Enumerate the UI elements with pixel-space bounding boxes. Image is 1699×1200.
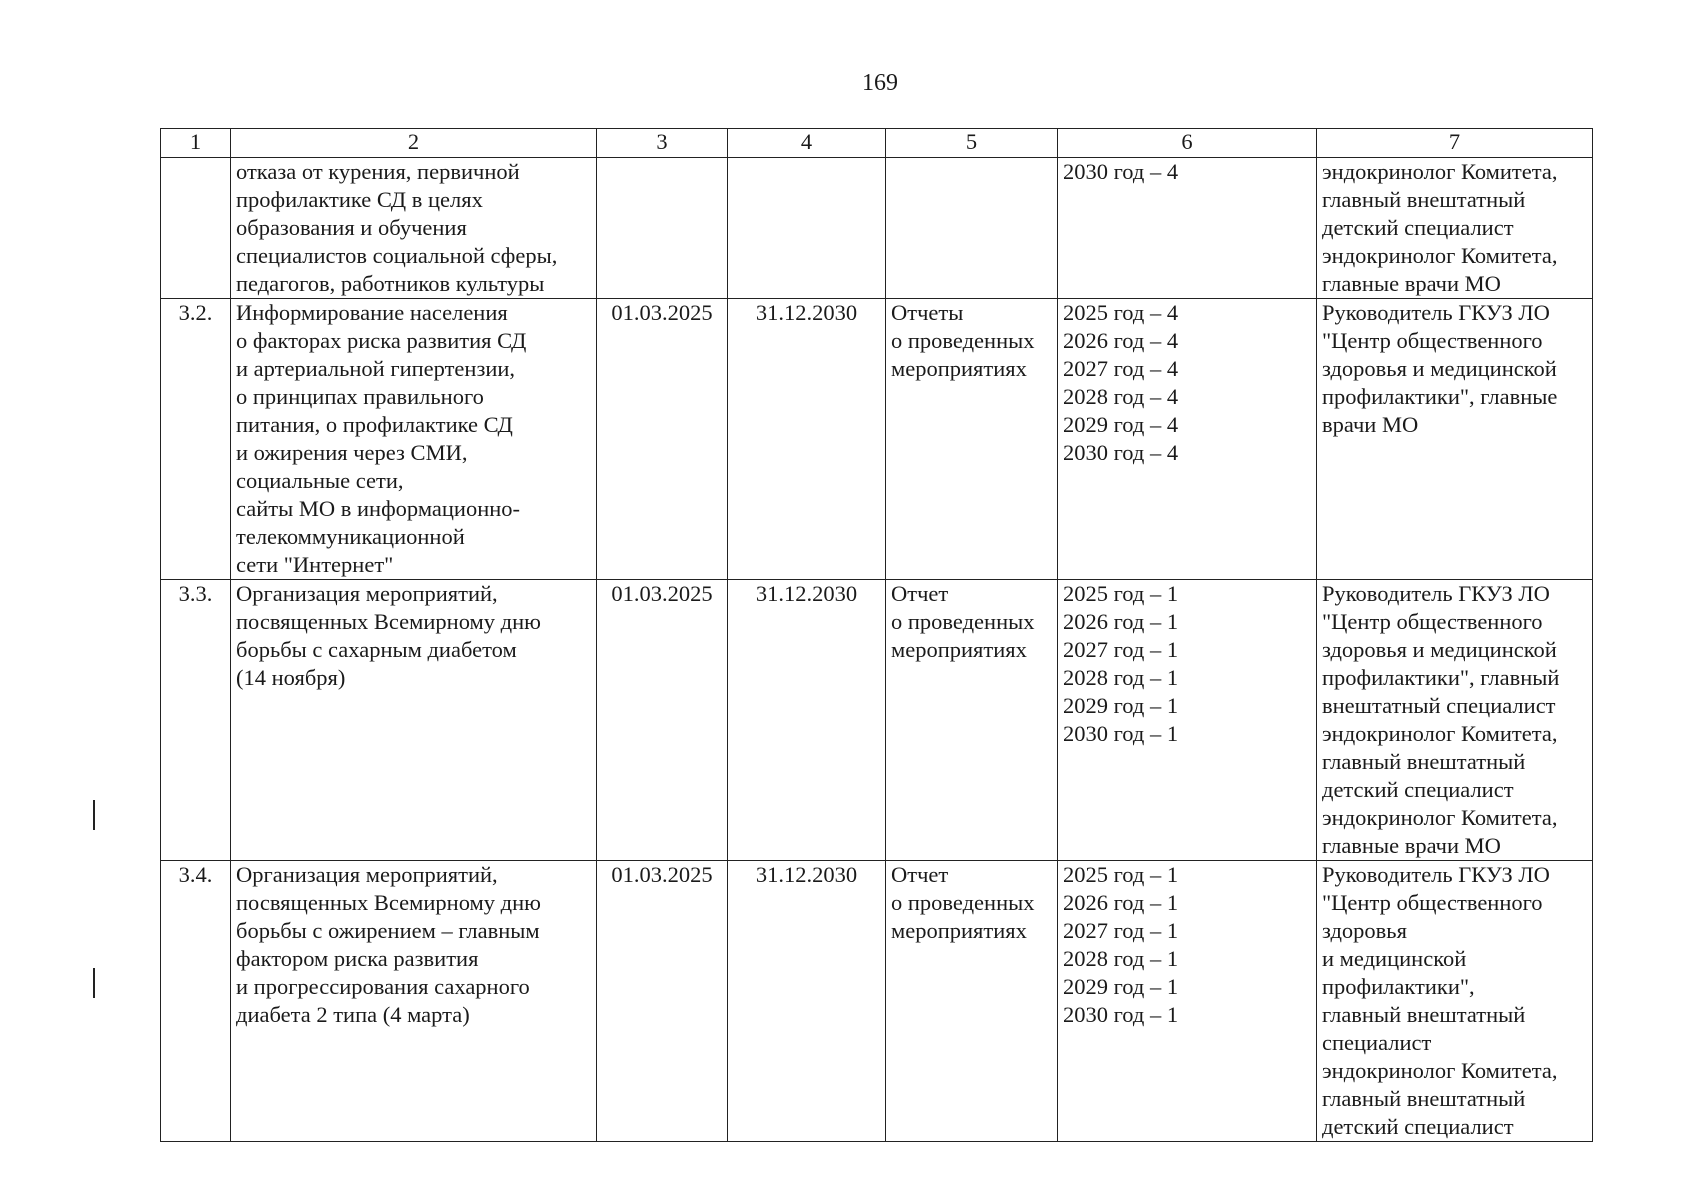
responsible-cell: Руководитель ГКУЗ ЛО "Центр общественного здоровья и медицинской профилактики", главный внештатный специалист эндокринолог Комитета, главный внештатный детский специалист эндокринолог Комитета, главные врачи МО: [1317, 580, 1593, 861]
margin-mark: [93, 800, 95, 830]
row-number: 3.4.: [161, 861, 231, 1142]
end-date-cell: 31.12.2030: [728, 299, 886, 580]
column-header: 7: [1317, 129, 1593, 158]
start-date-cell: 01.03.2025: [597, 299, 728, 580]
end-date-cell: 31.12.2030: [728, 861, 886, 1142]
responsible-cell: эндокринолог Комитета, главный внештатный детский специалист эндокринолог Комитета, главные врачи МО: [1317, 158, 1593, 299]
result-cell: Отчет о проведенных мероприятиях: [886, 861, 1058, 1142]
column-header: 4: [728, 129, 886, 158]
years-cell: 2025 год – 4 2026 год – 4 2027 год – 4 2028 год – 4 2029 год – 4 2030 год – 4: [1058, 299, 1317, 580]
table-row: [161, 580, 1593, 861]
activity-cell: Организация мероприятий, посвященных Всемирному дню борьбы с ожирением – главным фактором риска развития и прогрессирования сахарного диабета 2 типа (4 марта): [231, 861, 597, 1142]
result-cell: Отчет о проведенных мероприятиях: [886, 580, 1058, 861]
activity-cell: отказа от курения, первичной профилактике СД в целях образования и обучения специалистов социальной сферы, педагогов, работников культуры: [231, 158, 597, 299]
activity-cell: Информирование населения о факторах риска развития СД и артериальной гипертензии, о принципах правильного питания, о профилактике СД и ожирения через СМИ, социальные сети, сайты МО в информационно- телекоммуникационной сети "Интернет": [231, 299, 597, 580]
row-number: 3.2.: [161, 299, 231, 580]
result-cell: [886, 158, 1058, 299]
column-header: 2: [231, 129, 597, 158]
years-cell: 2025 год – 1 2026 год – 1 2027 год – 1 2028 год – 1 2029 год – 1 2030 год – 1: [1058, 580, 1317, 861]
end-date-cell: 31.12.2030: [728, 580, 886, 861]
column-header: 6: [1058, 129, 1317, 158]
end-date-cell: [728, 158, 886, 299]
row-number: 3.3.: [161, 580, 231, 861]
table-row: [161, 158, 1593, 299]
column-header: 5: [886, 129, 1058, 158]
table-row: [161, 861, 1593, 1142]
start-date-cell: 01.03.2025: [597, 580, 728, 861]
result-cell: Отчеты о проведенных мероприятиях: [886, 299, 1058, 580]
years-cell: 2030 год – 4: [1058, 158, 1317, 299]
page-number: 169: [862, 70, 898, 96]
table-row: [161, 299, 1593, 580]
years-cell: 2025 год – 1 2026 год – 1 2027 год – 1 2028 год – 1 2029 год – 1 2030 год – 1: [1058, 861, 1317, 1142]
start-date-cell: [597, 158, 728, 299]
activity-cell: Организация мероприятий, посвященных Всемирному дню борьбы с сахарным диабетом (14 ноября): [231, 580, 597, 861]
table-header-row: [161, 129, 1593, 158]
activity-table: [160, 128, 1593, 1142]
row-number: [161, 158, 231, 299]
start-date-cell: 01.03.2025: [597, 861, 728, 1142]
column-header: 3: [597, 129, 728, 158]
responsible-cell: Руководитель ГКУЗ ЛО "Центр общественного здоровья и медицинской профилактики", главные врачи МО: [1317, 299, 1593, 580]
margin-mark: [93, 968, 95, 998]
column-header: 1: [161, 129, 231, 158]
responsible-cell: Руководитель ГКУЗ ЛО "Центр общественного здоровья и медицинской профилактики", главный внештатный специалист эндокринолог Комитета, главный внештатный детский специалист: [1317, 861, 1593, 1142]
